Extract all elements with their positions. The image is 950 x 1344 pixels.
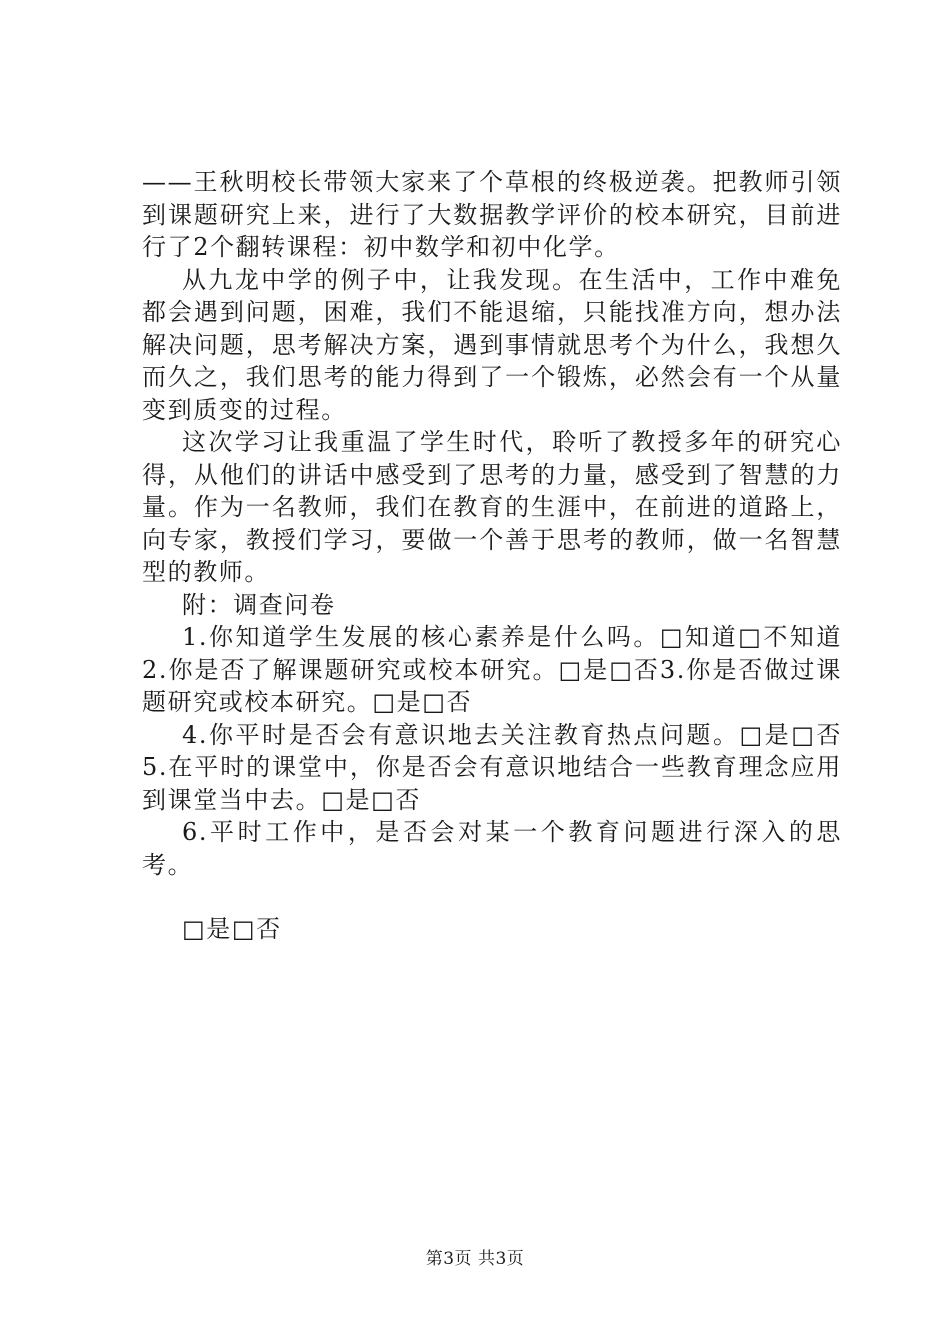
survey-question-6: 6.平时工作中，是否会对某一个教育问题进行深入的思考。: [142, 818, 842, 879]
survey-question-6-options: □是□否: [182, 915, 282, 943]
survey-questions-4-5: 4.你平时是否会有意识地去关注教育热点问题。□是□否5.在平时的课堂中，你是否会有意识地结合一些教育理念应用到课堂当中去。□是□否: [142, 720, 842, 814]
document-body: [142, 166, 842, 946]
page-number-footer: 第3页 共3页: [425, 1249, 525, 1269]
paragraph-principal-story: ——王秋明校长带领大家来了个草根的终极逆袭。把教师引领到课题研究上来，进行了大数据教学评价的校本研究，目前进行了2个翻转课程：初中数学和初中化学。: [142, 168, 842, 261]
paragraph-jiulong-reflection: 从九龙中学的例子中，让我发现。在生活中，工作中难免都会遇到问题，困难，我们不能退缩，只能找准方向，想办法解决问题，思考解决方案，遇到事情就思考个为什么，我想久而久之，我们思考的能力得到了一个锻炼，必然会有一个从量变到质变的过程。: [142, 265, 842, 424]
survey-questions-1-3: 1.你知道学生发展的核心素养是什么吗。□知道□不知道2.你是否了解课题研究或校本研究。□是□否3.你是否做过课题研究或校本研究。□是□否: [142, 623, 842, 716]
appendix-heading: 附：调查问卷: [182, 590, 336, 619]
paragraph-learning-summary: 这次学习让我重温了学生时代，聆听了教授多年的研究心得，从他们的讲话中感受到了思考的力量，感受到了智慧的力量。作为一名教师，我们在教育的生涯中，在前进的道路上，向专家，教授们学习，要做一个善于思考的教师，做一名智慧型的教师。: [142, 428, 842, 586]
